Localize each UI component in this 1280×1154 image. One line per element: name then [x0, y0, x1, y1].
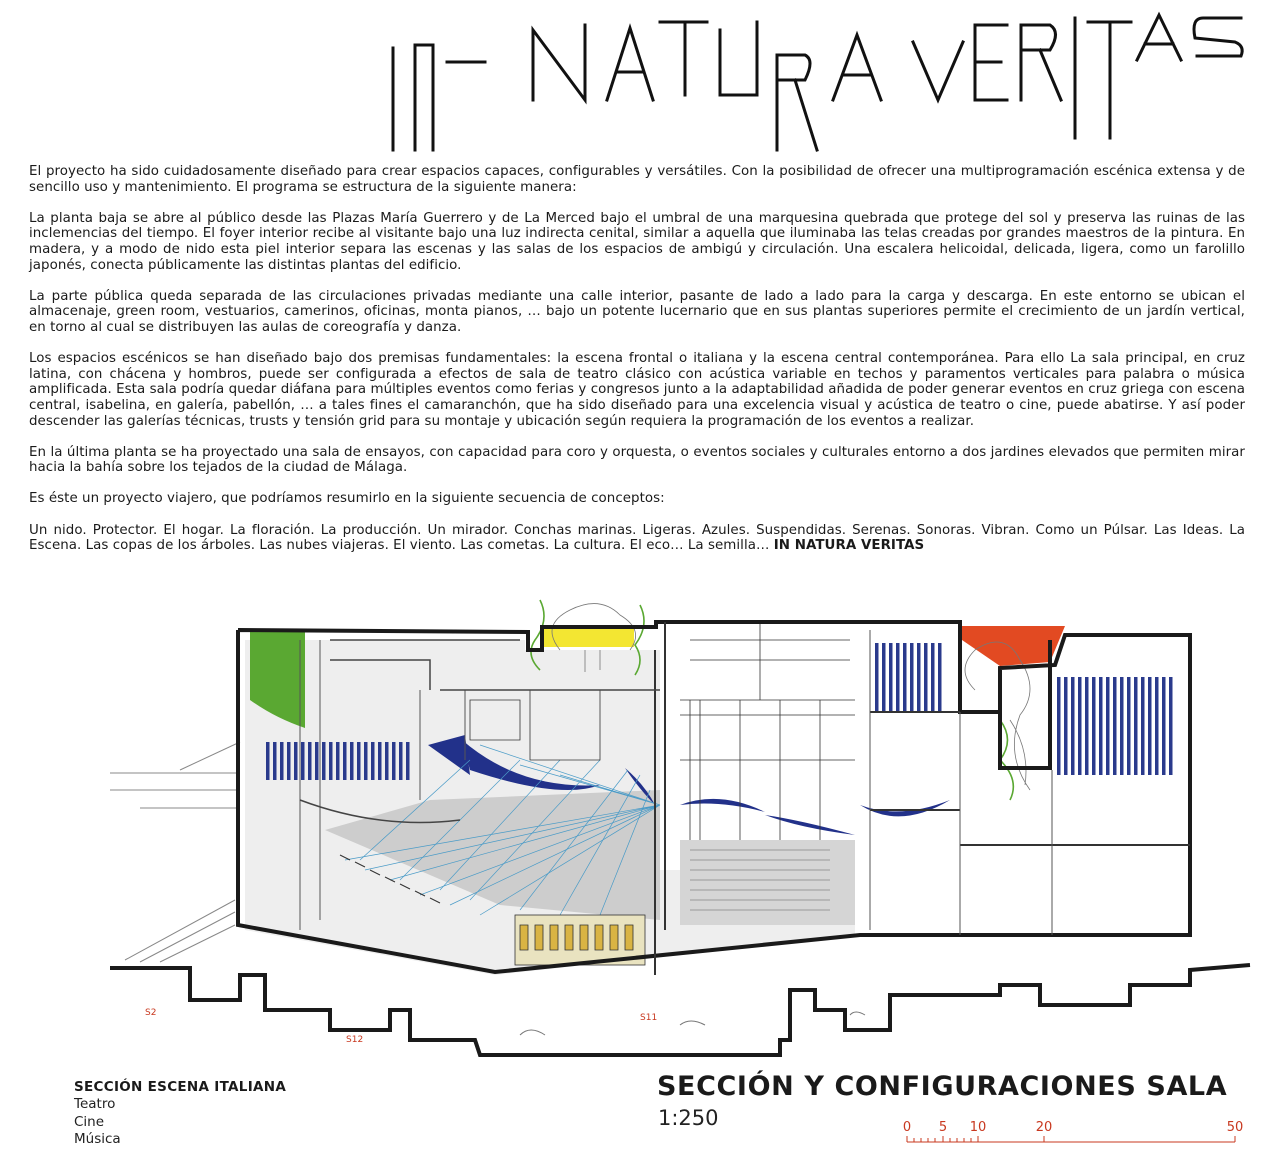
scale-label: 1:250 [658, 1106, 719, 1130]
canopy [110, 742, 240, 962]
closing-paragraph [29, 523, 1245, 554]
ruins-label-s12: S12 [346, 1035, 364, 1045]
project-title [385, 0, 1255, 160]
caption-item: Cine [74, 1113, 105, 1130]
scale-bar [895, 1112, 1255, 1152]
caption-item: Teatro [74, 1096, 116, 1112]
paragraph: La planta baja se abre al público desde las Plazas María Guerrero y de La Merced bajo el umbral de una marquesina quebrada que protege del sol y preserva las ruinas de las inclemencias del tiempo. El foyer interior recibe al visitante bajo una luz indirecta cenital, similar a aquella que iluminaba las telas creadas por grandes maestros de la pintura. En madera, y a modo de nido esta piel interior separa las escenas y las salas de los espacios de ambigú y circulación. Una escalera helicoidal, delicada, ligera, como un farolillo japonés, conecta públicamente las distintas plantas del edificio. [29, 210, 1245, 273]
scale-mark: 50 [1226, 1120, 1244, 1135]
paragraph: La parte pública queda separada de las circulaciones privadas mediante una calle interior, pasante de lado a lado para la carga y descarga. En este entorno se ubican el almacenaje, green room, vestuarios, camerinos, oficinas, monta pianos, … bajo un potente lucernario que en sus plantas superiores permite el crecimiento de un jardín vertical, en torno al cual se distribuyen las aulas de coreografía y danza. [29, 288, 1245, 335]
caption-heading: SECCIÓN ESCENA ITALIANA [74, 1079, 287, 1095]
closing-emphasis: IN NATURA VERITAS [773, 538, 925, 554]
scale-mark: 20 [1035, 1120, 1053, 1135]
scale-mark: 5 [938, 1120, 948, 1135]
sheet-title: SECCIÓN Y CONFIGURACIONES SALA [657, 1071, 1228, 1102]
closing-text: Un nido. Protector. El hogar. La floración. La producción. Un mirador. Conchas marinas. Ligeras. Azules. Suspendidas. Serenas. Sonoras. Vibran. Como un Púlsar. Las Ideas. La Escena. Las copas de los árboles. Las nubes viajeras. El viento. Las cometas. La cultura. El eco… La semilla… [29, 522, 1245, 554]
scale-mark: 0 [902, 1120, 912, 1135]
paragraph: Los espacios escénicos se han diseñado bajo dos premisas fundamentales: la escena frontal o italiana y la escena central contemporánea. Para ello La sala principal, en cruz latina, con chácena y hombros, puede ser configurada a efectos de sala de teatro clásico con acústica variable en techos y paramentos verticales para palabra o música amplificada. Esta sala podría quedar diáfana para múltiples eventos como ferias y congresos junto a la adaptabilidad añadida de poder generar eventos en cruz griega con escena central, isabelina, en galería, pabellón, … a tales fines el camaranchón, que ha sido diseñado para una excelencia visual y acústica de teatro o cine, puede abatirse. Y así poder descender las galerías técnicas, trusts y tensión grid para su montaje y ubicación según requiera la programación de los eventos a realizar. [29, 351, 1245, 429]
seating-panel [875, 643, 943, 711]
stage-volume [680, 840, 855, 925]
seating-panel [1057, 677, 1175, 775]
paragraph: El proyecto ha sido cuidadosamente diseñado para crear espacios capaces, configurables y versátiles. Con la posibilidad de ofrecer una multiprogramación escénica extensa y de sencillo uso y mantenimiento. El programa se estructura de la siguiente manera: [29, 164, 1245, 195]
terrain-line [110, 965, 1250, 1055]
project-description [29, 164, 1245, 569]
seating-panel [263, 742, 413, 780]
ruins-label-s2: S2 [145, 1008, 157, 1018]
section-caption [74, 1079, 286, 1149]
ruins [520, 1012, 865, 1035]
caption-item: Música [74, 1131, 121, 1147]
building-section-drawing [0, 590, 1280, 1070]
ruins-label-s11: S11 [640, 1013, 658, 1023]
scale-mark: 10 [969, 1120, 987, 1135]
paragraph: En la última planta se ha proyectado una sala de ensayos, con capacidad para coro y orquesta, o eventos sociales y culturales entorno a dos jardines elevados que permiten mirar hacia la bahía sobre los tejados de la ciudad de Málaga. [29, 444, 1245, 476]
paragraph: Es éste un proyecto viajero, que podríamos resumirlo en la siguiente secuencia de conceptos: [29, 491, 665, 507]
